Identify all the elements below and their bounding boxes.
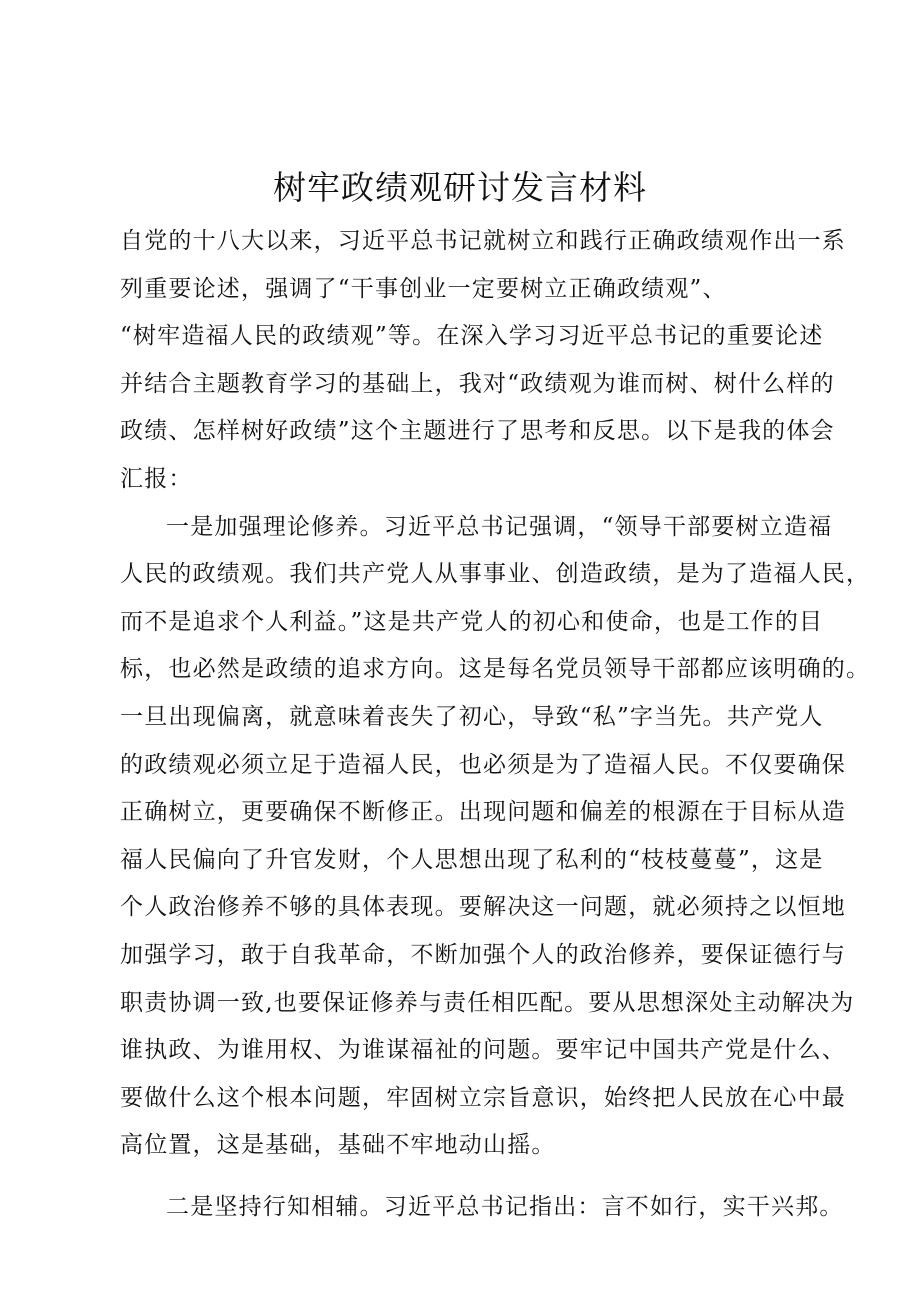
text-line: 福人民偏向了升官发财，个人思想出现了私利的“枝枝蔓蔓”，这是: [120, 846, 824, 873]
paragraph-1: [120, 504, 871, 1170]
text-line: 职责协调一致,也要保证修养与责任相匹配。要从思想深处主动解决为: [120, 989, 855, 1016]
text-line: 一旦出现偏离，就意味着丧失了初心，导致“私”字当先。共产党人: [120, 703, 824, 730]
text-line: 正确树立，更要确保不断修正。出现问题和偏差的根源在于目标从造: [120, 799, 846, 826]
text-line: 个人政治修养不够的具体表现。要解决这一问题，就必须持之以恒地: [120, 894, 846, 921]
text-line: 人民的政绩观。我们共产党人从事事业、创造政绩，是为了造福人民，: [120, 561, 871, 588]
paragraph-2: [120, 1184, 844, 1232]
text-line: 一是加强理论修养。习近平总书记强调，“领导干部要树立造福: [166, 513, 833, 540]
paragraph-spacer: [120, 1170, 820, 1184]
text-line: “树牢造福人民的政绩观”等。在深入学习习近平总书记的重要论述: [120, 323, 824, 350]
document-title: 树牢政绩观研讨发言材料: [273, 168, 647, 207]
document-body: [120, 218, 871, 1231]
text-line: 并结合主题教育学习的基础上，我对“政绩观为谁而树、树什么样的: [120, 370, 835, 397]
text-line: 的政绩观必须立足于造福人民，也必须是为了造福人民。不仅要确保: [120, 751, 846, 778]
text-line: 二是坚持行知相辅。习近平总书记指出：言不如行，实干兴邦。: [166, 1193, 844, 1220]
text-line: 要做什么这个根本问题，牢固树立宗旨意识，始终把人民放在心中最: [120, 1084, 846, 1111]
text-line: 标，也必然是政绩的追求方向。这是每名党员领导干部都应该明确的。: [120, 656, 871, 683]
text-line: 汇报：: [120, 465, 193, 492]
text-line: 而不是追求个人利益。”这是共产党人的初心和使命，也是工作的目: [120, 608, 824, 635]
text-line: 加强学习，敢于自我革命，不断加强个人的政治修养，要保证德行与: [120, 941, 846, 968]
intro-paragraph: [120, 218, 846, 504]
text-line: 高位置，这是基础，基础不牢地动山摇。: [120, 1132, 556, 1159]
text-line: 列重要论述，强调了“干事创业一定要树立正确政绩观”、: [120, 275, 727, 302]
text-line: 自党的十八大以来，习近平总书记就树立和践行正确政绩观作出一系: [120, 228, 846, 254]
text-line: 谁执政、为谁用权、为谁谋福祉的问题。要牢记中国共产党是什么、: [120, 1037, 846, 1064]
text-line: 政绩、怎样树好政绩”这个主题进行了思考和反思。以下是我的体会: [120, 418, 835, 445]
